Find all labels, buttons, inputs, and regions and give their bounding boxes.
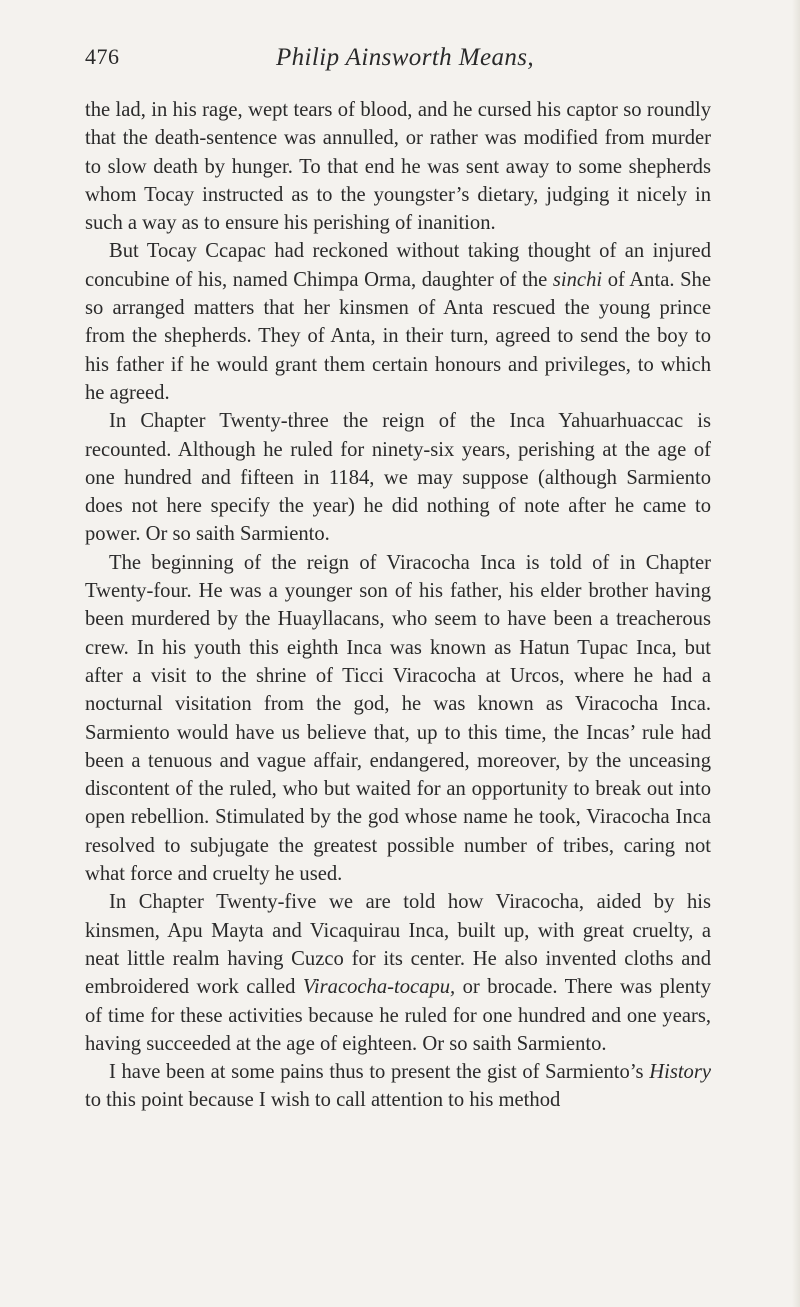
body-text — [85, 96, 711, 1115]
page-number: 476 — [85, 44, 120, 69]
paragraph — [85, 407, 711, 548]
text-run: to this point because I wish to call attention to his method — [85, 1089, 561, 1112]
paragraph — [85, 1058, 711, 1115]
paragraph — [85, 888, 711, 1058]
italic-run: History — [649, 1061, 711, 1084]
paragraph — [85, 237, 711, 407]
page-header — [85, 44, 725, 78]
paragraph — [85, 549, 711, 889]
text-run: or brocade. There was plenty of time for these activities because he ruled for one hundred and one years, having succeeded at the age of eighteen. Or so saith Sarmiento. — [85, 976, 711, 1055]
text-run: But Tocay Ccapac had reckoned without taking thought of an injured concubine of his, named Chimpa Orma, daughter of the — [85, 240, 711, 291]
italic-run: sinchi — [552, 268, 603, 291]
text-run: The beginning of the reign of Viracocha Inca is told of in Chapter Twenty-four. He was a younger son of his father, his elder brother having been murdered by the Huayllacans, who seem to have been a treacherous crew. In his youth this eighth Inca was known as Hatun Tupac Inca, but after a visit to the shrine of Ticci Viracocha at Urcos, where he had a nocturnal visitation from the god, he was known as Viracocha Inca. Sarmiento would have us believe that, up to this time, the Incas’ rule had been a tenuous and vague affair, endangered, moreover, by the unceasing discontent of the ruled, who but waited for an opportunity to break out into open rebellion. Stimulated by the god whose name he took, Viracocha Inca resolved to subjugate the greatest possible number of tribes, caring not what force and cruelty he used. — [85, 551, 711, 886]
italic-run: Viracocha-tocapu, — [302, 976, 456, 999]
text-run: of Anta. She so arranged matters that her kinsmen of Anta rescued the young prince from the shepherds. They of Anta, in their turn, agreed to send the boy to his father if he would grant them certain honours and privileges, to which he agreed. — [85, 268, 711, 404]
text-run: I have been at some pains thus to present the gist of Sarmiento’s — [109, 1061, 650, 1084]
paragraph — [85, 96, 711, 237]
page-edge-shadow — [792, 0, 800, 1307]
text-run: the lad, in his rage, wept tears of blood, and he cursed his captor so roundly that the death-sentence was annulled, or rather was modified from murder to slow death by hunger. To that end he was sent away to some shepherds whom Tocay instructed as to the youngster’s dietary, judging it nicely in such a way as to ensure his perishing of inanition. — [85, 99, 711, 235]
running-head: Philip Ainsworth Means, — [275, 44, 535, 71]
text-run: In Chapter Twenty-five we are told how Viracocha, aided by his kinsmen, Apu Mayta and Vicaquirau Inca, built up, with great cruelty, a neat little realm having Cuzco for its center. He also invented cloths and embroidered work called — [85, 891, 711, 999]
text-run: In Chapter Twenty-three the reign of the Inca Yahuarhuaccac is recounted. Although he ruled for ninety-six years, perishing at the age of one hundred and fifteen in 1184, we may suppose (although Sarmiento does not here specify the year) he did nothing of note after he came to power. Or so saith Sarmiento. — [85, 410, 711, 546]
